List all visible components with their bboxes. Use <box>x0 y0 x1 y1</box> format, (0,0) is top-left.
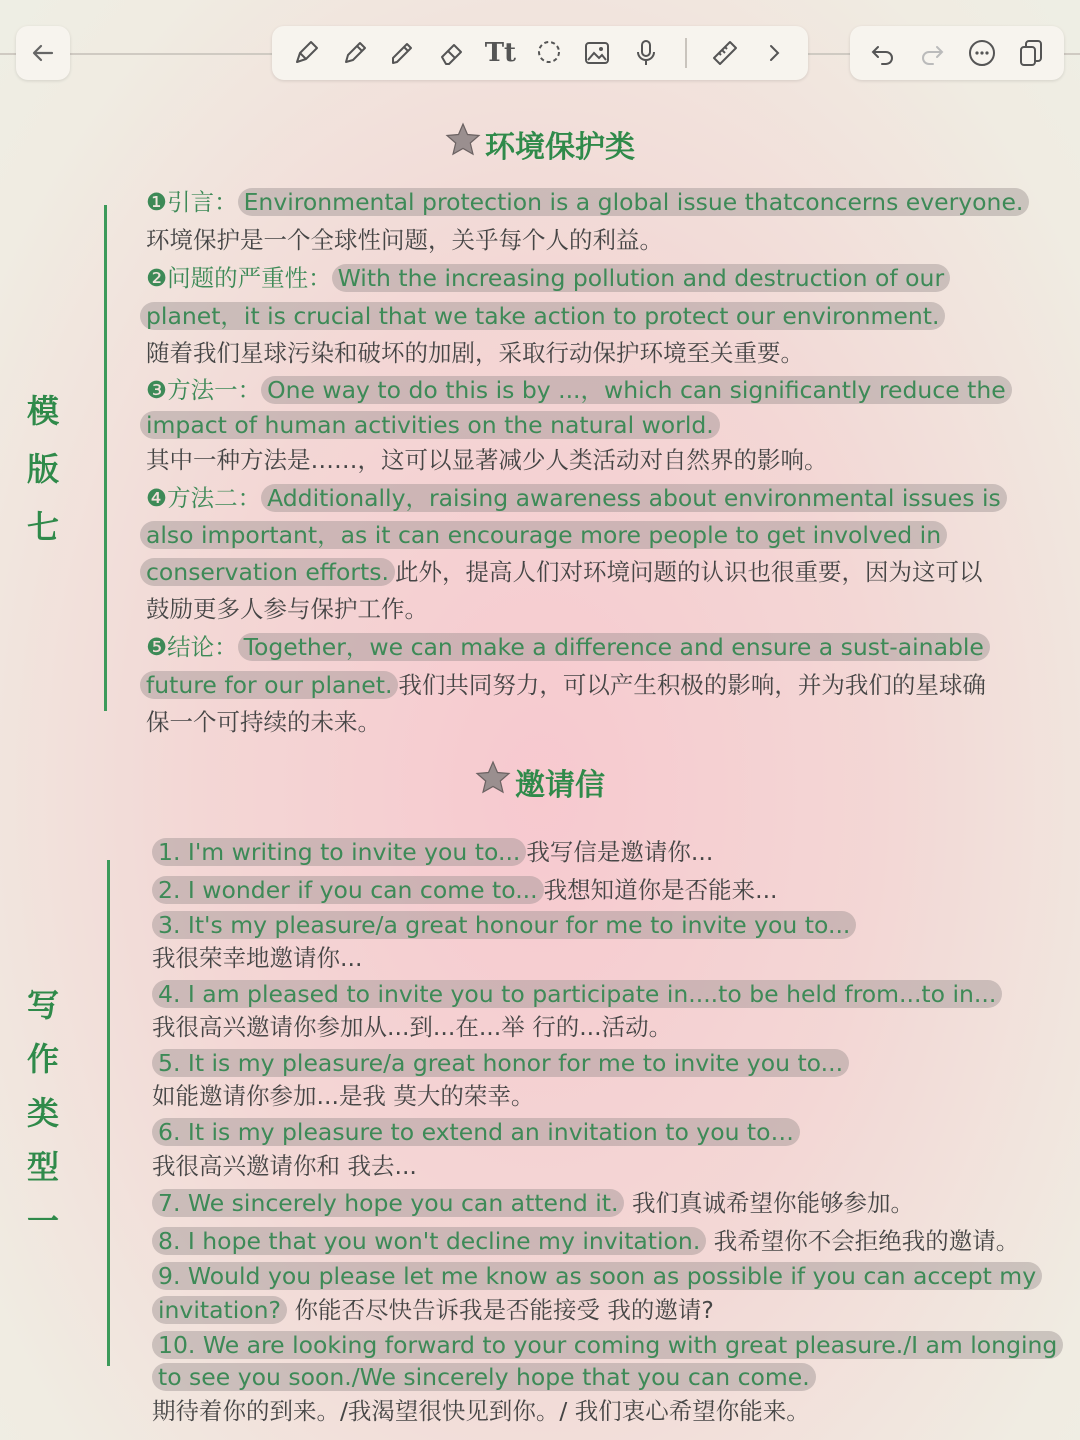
lasso-icon[interactable] <box>531 35 567 71</box>
chinese-translation: 期待着你的到来。/我渴望很快见到你。/ 我们衷心希望你能来。 <box>152 1397 810 1425</box>
chinese-translation: 我很高兴邀请你参加从...到...在...举 行的...活动。 <box>152 1013 673 1041</box>
pencil-icon[interactable] <box>337 35 373 71</box>
history-palette <box>850 26 1064 80</box>
english-phrase: 3. It's my pleasure/a great honour for me to invite you to... <box>152 911 856 939</box>
side-label-template-7 <box>23 386 63 548</box>
chinese-translation: 我希望你不会拒绝我的邀请。 <box>713 1227 1020 1255</box>
section-divider-line <box>104 205 107 711</box>
chinese-translation: 我很高兴邀请你和 我去... <box>152 1152 417 1180</box>
item-intro <box>146 186 1029 218</box>
list-item <box>152 978 1002 1010</box>
star-icon <box>475 760 511 804</box>
side-label-char: 模 <box>26 392 59 430</box>
chinese-translation: 我写信是邀请你... <box>526 838 714 866</box>
side-label-char: 一 <box>26 1202 59 1240</box>
english-phrase: planet，it is crucial that we take action to protect our environment. <box>140 302 945 330</box>
item-severity <box>146 262 950 294</box>
english-phrase: Together，we can make a difference and ensure a sust-ainable <box>238 633 990 661</box>
chinese-translation: 我们真诚希望你能够参加。 <box>631 1189 914 1217</box>
item-label: ❺结论： <box>146 633 238 661</box>
more-icon[interactable] <box>964 35 1000 71</box>
chinese-translation: 其中一种方法是……，这可以显著减少人类活动对自然界的影响。 <box>146 446 828 474</box>
list-item <box>152 1225 1019 1257</box>
chinese-translation: 你能否尽快告诉我是否能接受 我的邀请? <box>294 1296 714 1324</box>
english-phrase: 10. We are looking forward to your coming with great pleasure./I am longing <box>152 1331 1063 1359</box>
chinese-translation: 我很荣幸地邀请你... <box>152 944 363 972</box>
side-label-char: 七 <box>26 508 59 546</box>
english-phrase: With the increasing pollution and destruction of our <box>332 264 951 292</box>
chinese-translation: 环境保护是一个全球性问题，关乎每个人的利益。 <box>146 226 663 254</box>
toolbar-divider <box>808 53 850 55</box>
tool-palette <box>272 26 808 80</box>
english-phrase: 6. It is my pleasure to extend an invitation to you to… <box>152 1118 800 1146</box>
english-phrase: 9. Would you please let me know as soon as possible if you can accept my <box>152 1262 1042 1290</box>
english-phrase: 2. I wonder if you can come to... <box>152 876 544 904</box>
item-method-1 <box>146 374 1012 406</box>
english-phrase: Environmental protection is a global issue thatconcerns everyone. <box>238 188 1030 216</box>
copy-icon[interactable] <box>1013 35 1049 71</box>
back-icon <box>25 35 61 71</box>
tool-separator <box>685 38 687 68</box>
side-label-char: 版 <box>26 450 59 488</box>
image-icon[interactable] <box>579 35 615 71</box>
chinese-translation: 我想知道你是否能来... <box>543 876 778 904</box>
english-phrase: impact of human activities on the natural world. <box>140 411 720 439</box>
toolbar-divider <box>70 53 272 55</box>
ruler-icon[interactable] <box>707 35 743 71</box>
list-item <box>152 836 713 868</box>
list-item <box>152 874 778 906</box>
chinese-translation: 保一个可持续的未来。 <box>146 708 381 736</box>
section-title-text: 环境保护类 <box>485 130 635 165</box>
english-phrase: to see you soon./We sincerely hope that you can come. <box>152 1363 816 1391</box>
item-label: ❹方法二： <box>146 484 262 512</box>
item-label: ❷问题的严重性： <box>146 264 332 292</box>
list-item <box>152 1187 914 1219</box>
chinese-translation: 此外，提高人们对环境问题的认识也很重要，因为这可以 <box>394 558 983 586</box>
item-conclusion <box>146 631 990 663</box>
item-label: ❸方法一： <box>146 376 262 404</box>
list-item <box>152 1260 1042 1292</box>
english-phrase: also important，as it can encourage more people to get involved in <box>140 521 947 549</box>
mic-icon[interactable] <box>628 35 664 71</box>
side-label-writing-type-1 <box>23 980 63 1242</box>
list-item <box>152 909 856 941</box>
english-phrase: 5. It is my pleasure/a great honor for me to invite you to... <box>152 1049 849 1077</box>
redo-icon[interactable] <box>914 35 950 71</box>
english-phrase: Additionally，raising awareness about environmental issues is <box>261 484 1007 512</box>
side-label-char: 写 <box>26 986 59 1024</box>
toolbar-divider <box>1064 53 1080 55</box>
chinese-translation: 如能邀请你参加...是我 莫大的荣幸。 <box>152 1082 535 1110</box>
list-item <box>152 1116 800 1148</box>
item-method-2 <box>146 482 1007 514</box>
star-icon <box>445 122 481 166</box>
side-label-char: 型 <box>26 1148 59 1186</box>
side-label-char: 类 <box>26 1094 59 1132</box>
section-title-text: 邀请信 <box>515 768 605 803</box>
pen-icon[interactable] <box>288 35 324 71</box>
english-phrase: 4. I am pleased to invite you to participate in....to be held from...to in... <box>152 980 1002 1008</box>
chinese-translation: 随着我们星球污染和破坏的加剧，采取行动保护环境至关重要。 <box>146 339 804 367</box>
english-phrase: 7. We sincerely hope you can attend it. <box>152 1189 624 1217</box>
english-phrase: conservation efforts. <box>140 558 395 586</box>
section-divider-line <box>107 860 110 1366</box>
chinese-translation: 我们共同努力，可以产生积极的影响，并为我们的星球确 <box>398 671 986 699</box>
english-phrase: invitation? <box>152 1296 287 1324</box>
english-phrase: 8. I hope that you won't decline my invitation. <box>152 1227 706 1255</box>
toolbar <box>0 26 1080 82</box>
section-title-invitation <box>0 760 1080 804</box>
back-button[interactable] <box>16 26 70 80</box>
text-icon[interactable]: Tt <box>484 38 517 68</box>
eraser-icon[interactable] <box>434 35 470 71</box>
english-phrase: future for our planet. <box>140 671 398 699</box>
english-phrase: One way to do this is by ...，which can significantly reduce the <box>261 376 1012 404</box>
section-title-environment <box>0 122 1080 166</box>
undo-icon[interactable] <box>865 35 901 71</box>
item-label: ❶引言： <box>146 188 238 216</box>
chinese-translation: 鼓励更多人参与保护工作。 <box>146 595 428 623</box>
marker-icon[interactable] <box>385 35 421 71</box>
side-label-char: 作 <box>26 1040 59 1078</box>
english-phrase: 1. I'm writing to invite you to... <box>152 838 526 866</box>
chevron-right-icon[interactable] <box>756 35 792 71</box>
list-item <box>152 1329 1063 1361</box>
list-item <box>152 1047 849 1079</box>
